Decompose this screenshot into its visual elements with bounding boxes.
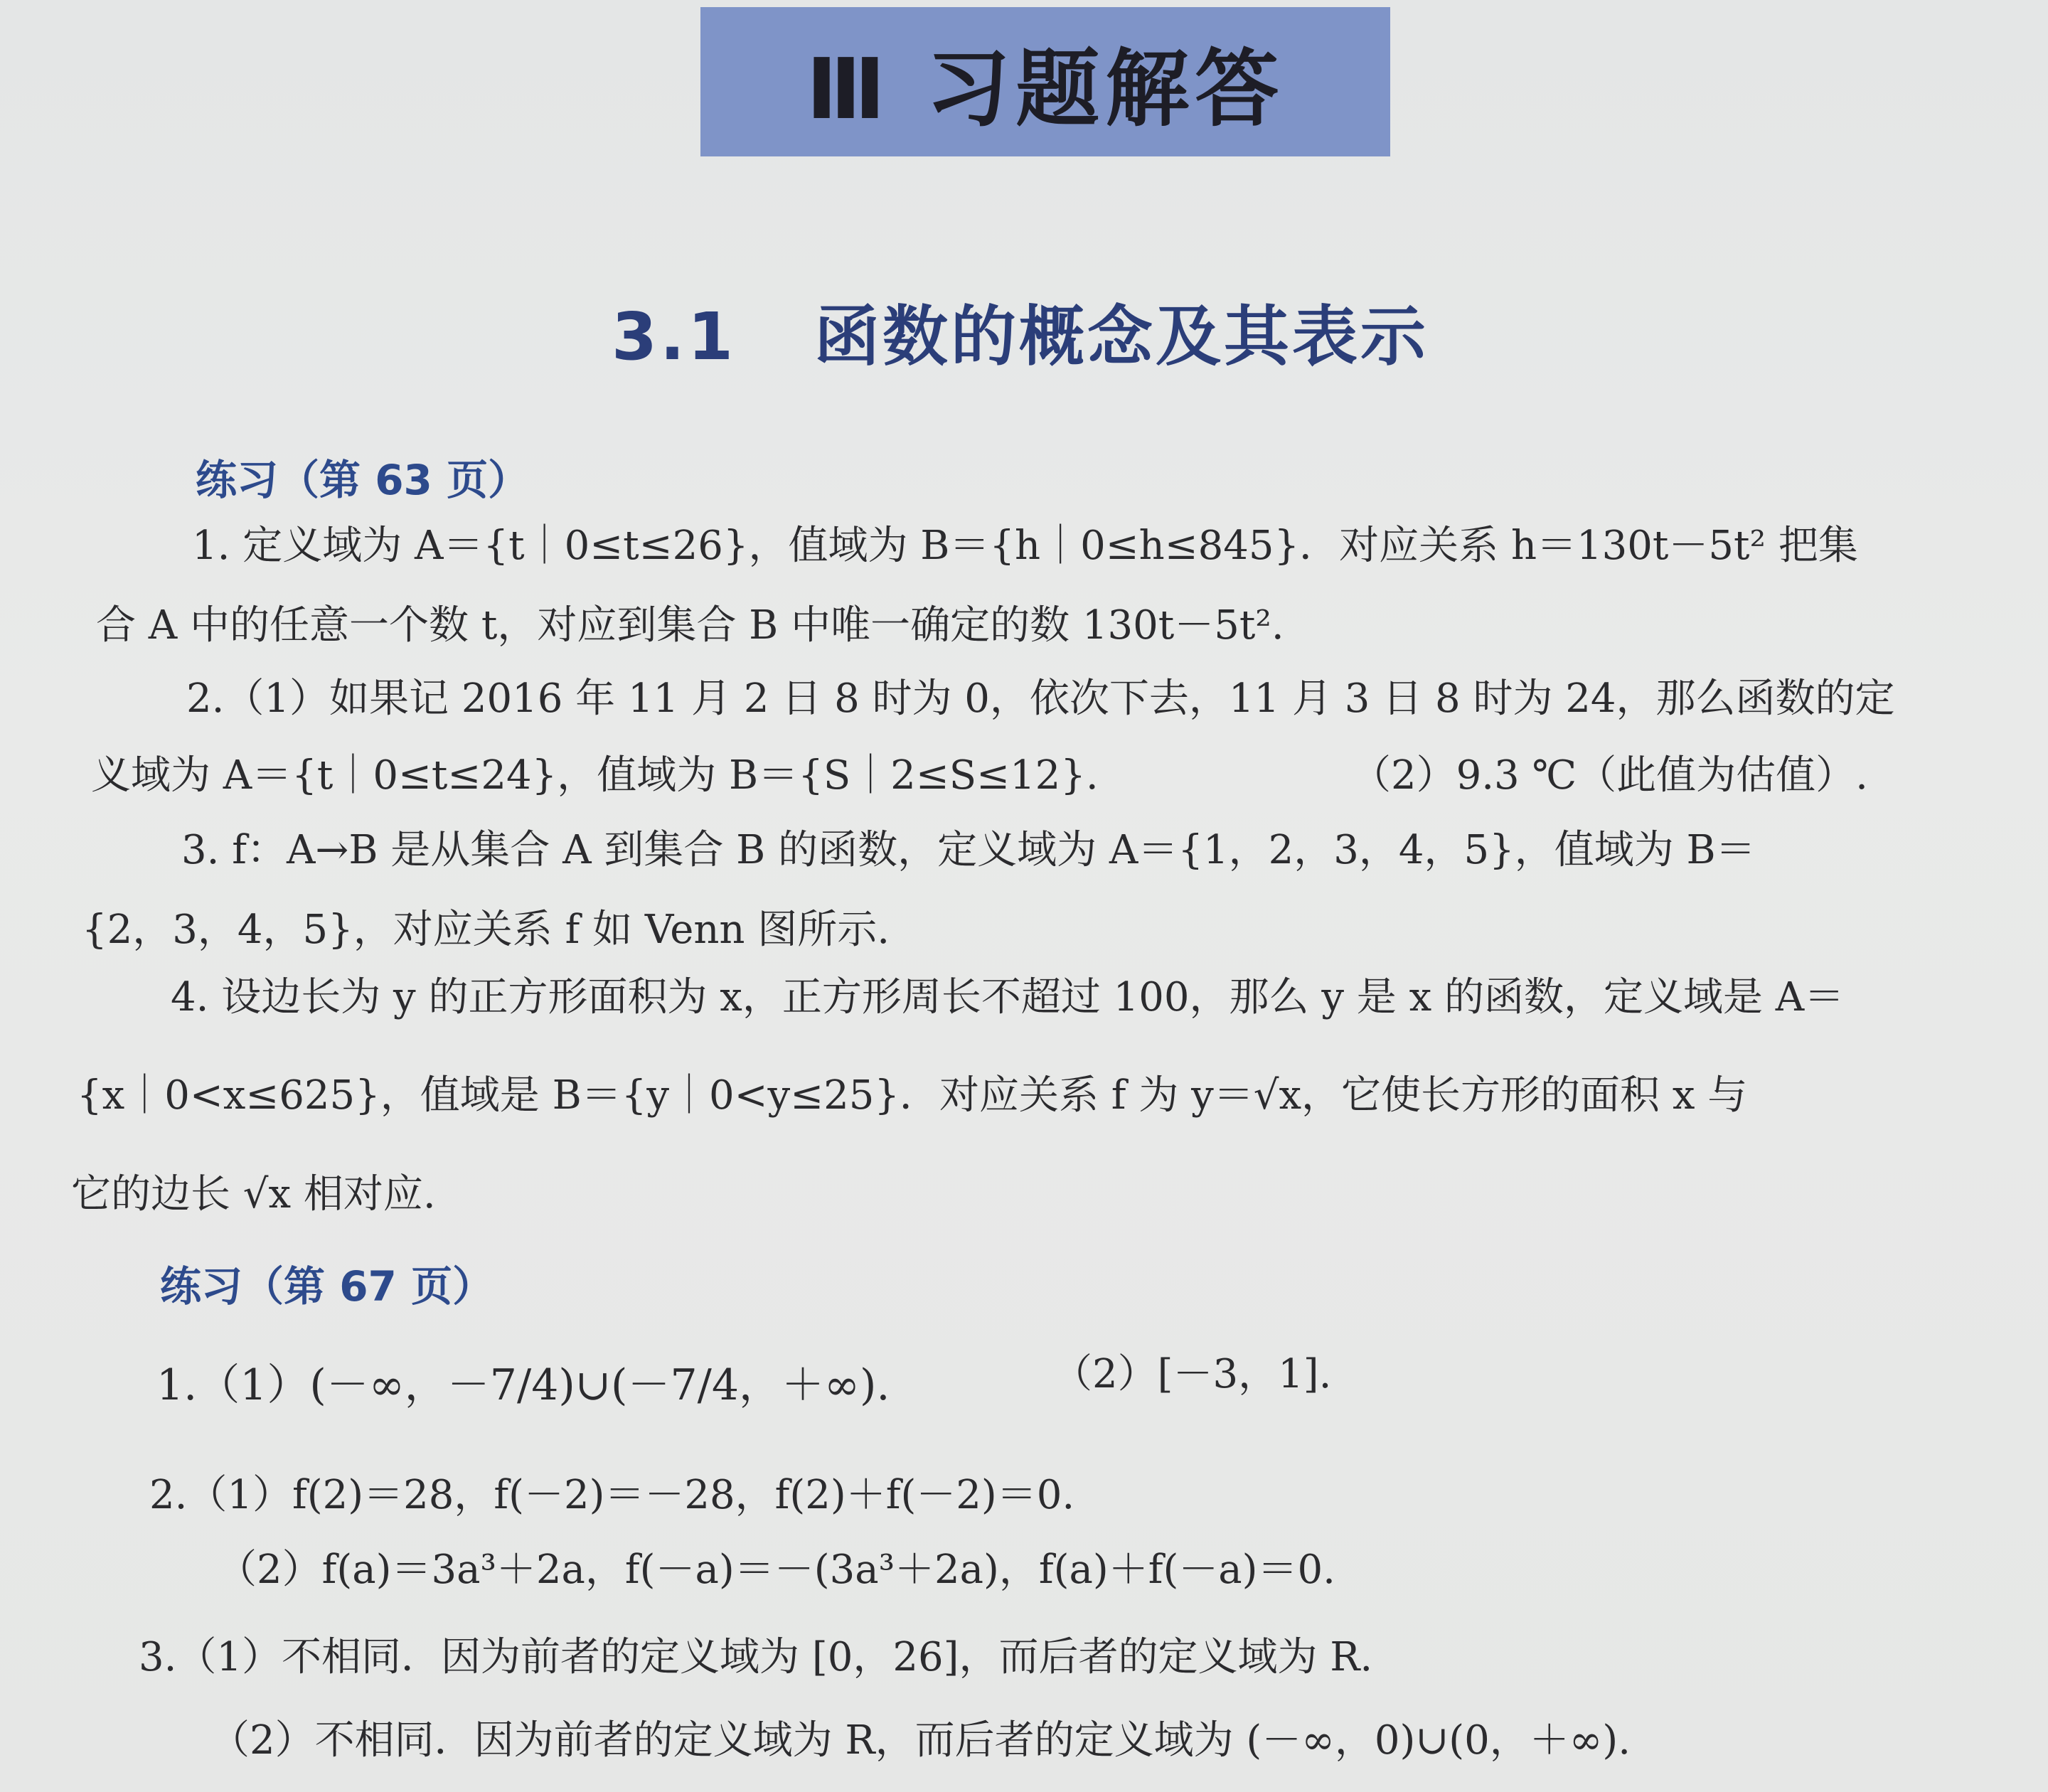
answer-line: 合 A 中的任意一个数 t，对应到集合 B 中唯一确定的数 130t－5t².: [96, 602, 1284, 649]
section-number: 3.1: [612, 299, 736, 375]
answer-line: {2，3，4，5}，对应关系 f 如 Venn 图所示.: [82, 907, 890, 953]
answer-line: 2.（1）如果记 2016 年 11 月 2 日 8 时为 0，依次下去，11 月 3 日 8 时为 24，那么函数的定: [186, 676, 1895, 722]
answer-line: 1.（1）(－∞，－7/4)∪(－7/4，＋∞).: [156, 1360, 890, 1410]
answer-line: 1. 定义域为 A＝{t｜0≤t≤26}，值域为 B＝{h｜0≤h≤845}．对应关系 h＝130t－5t² 把集: [192, 523, 1858, 569]
answer-line: 它的边长 √x 相对应.: [71, 1171, 436, 1217]
section-name: 函数的概念及其表示: [814, 299, 1429, 375]
answer-line: （2）[－3，1].: [1052, 1351, 1332, 1397]
answer-line: （2）不相同．因为前者的定义域为 R，而后者的定义域为 (－∞，0)∪(0，＋∞).: [210, 1717, 1631, 1764]
answer-line: （2）9.3 ℃（此值为估值）.: [1351, 752, 1868, 799]
answer-line: 义域为 A＝{t｜0≤t≤24}，值域为 B＝{S｜2≤S≤12}.: [91, 752, 1099, 799]
chapter-title: Ⅲ 习题解答: [806, 40, 1285, 138]
answer-line: 3.（1）不相同．因为前者的定义域为 [0，26]，而后者的定义域为 R.: [139, 1634, 1373, 1680]
exercise-heading-p67: 练习（第 67 页）: [160, 1262, 494, 1311]
answer-line: {x｜0<x≤625}，值域是 B＝{y｜0<y≤25}．对应关系 f 为 y＝√x，它使长方形的面积 x 与: [77, 1072, 1748, 1119]
answer-line: （2）f(a)＝3a³＋2a，f(－a)＝－(3a³＋2a)，f(a)＋f(－a)＝0.: [217, 1547, 1335, 1593]
answer-line: 4. 设边长为 y 的正方形面积为 x，正方形周长不超过 100，那么 y 是 x 的函数，定义域是 A＝: [171, 974, 1845, 1020]
answer-line: 3. f：A→B 是从集合 A 到集合 B 的函数，定义域为 A＝{1，2，3，4，5}，值域为 B＝: [181, 827, 1756, 873]
exercise-heading-p63: 练习（第 63 页）: [196, 456, 530, 504]
answer-line: 2.（1）f(2)＝28，f(－2)＝－28，f(2)＋f(－2)＝0.: [149, 1472, 1075, 1518]
